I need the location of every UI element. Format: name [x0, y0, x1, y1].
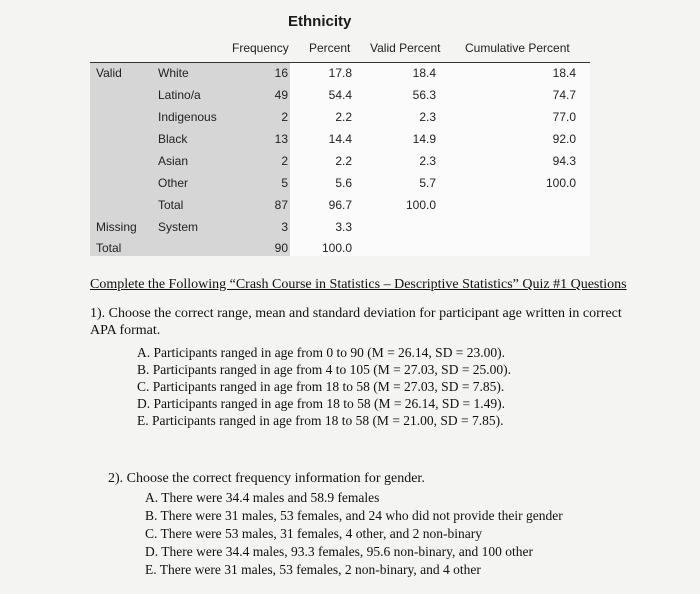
cell-valid-percent: 18.4: [412, 66, 436, 80]
row-label: Indigenous: [158, 110, 217, 124]
question-1-option-e: E. Participants ranged in age from 18 to 58 (M = 21.00, SD = 7.85).: [137, 413, 504, 428]
table-top-rule: [90, 62, 590, 63]
cell-valid-percent: 14.9: [412, 132, 436, 146]
cell-percent: 5.6: [335, 176, 352, 190]
quiz-title: Complete the Following “Crash Course in Statistics – Descriptive Statistics” Quiz #1 Questions: [90, 277, 627, 292]
cell-frequency: 87: [274, 198, 288, 212]
question-2-option-b: B. There were 31 males, 53 females, and 24 who did not provide their gender: [145, 508, 563, 523]
row-group: Total: [96, 241, 122, 255]
question-1-option-b: B. Participants ranged in age from 4 to 105 (M = 27.03, SD = 25.00).: [137, 362, 512, 377]
cell-valid-percent: 5.7: [419, 176, 436, 190]
question-2-option-c: C. There were 53 males, 31 females, 4 other, and 2 non-binary: [145, 526, 482, 541]
table-title: Ethnicity: [288, 13, 352, 30]
col-valid-percent: Valid Percent: [370, 41, 441, 55]
row-label: White: [158, 66, 189, 80]
cell-percent: 3.3: [335, 220, 352, 234]
cell-cumulative: 94.3: [552, 154, 576, 168]
col-frequency: Frequency: [232, 41, 289, 55]
question-1-option-d: D. Participants ranged in age from 18 to 58 (M = 26.14, SD = 1.49).: [137, 396, 506, 411]
col-percent: Percent: [309, 41, 351, 55]
cell-valid-percent: 2.3: [419, 110, 436, 124]
row-label: Total: [158, 198, 184, 212]
row-group: Valid: [96, 66, 122, 80]
cell-cumulative: 100.0: [545, 176, 576, 190]
question-2-option-a: A. There were 34.4 males and 58.9 females: [145, 490, 380, 505]
cell-percent: 17.8: [328, 66, 352, 80]
cell-cumulative: 92.0: [552, 132, 576, 146]
cell-percent: 96.7: [328, 198, 352, 212]
col-cumulative-percent: Cumulative Percent: [465, 41, 570, 55]
question-1-text-cont: APA format.: [90, 323, 161, 338]
cell-percent: 2.2: [335, 110, 352, 124]
cell-valid-percent: 56.3: [412, 88, 436, 102]
question-1-option-a: A. Participants ranged in age from 0 to 90 (M = 26.14, SD = 23.00).: [137, 345, 506, 360]
question-2-option-d: D. There were 34.4 males, 93.3 females, 95.6 non-binary, and 100 other: [145, 544, 534, 559]
question-1-text: 1). Choose the correct range, mean and standard deviation for participant age written in correct: [90, 306, 622, 321]
cell-percent: 100.0: [321, 241, 352, 255]
cell-frequency: 3: [281, 220, 288, 234]
cell-frequency: 5: [281, 176, 288, 190]
cell-frequency: 90: [274, 241, 288, 255]
cell-cumulative: 74.7: [552, 88, 576, 102]
row-label: Asian: [158, 154, 189, 168]
cell-frequency: 2: [281, 110, 288, 124]
row-label: Other: [158, 176, 189, 190]
cell-percent: 14.4: [328, 132, 352, 146]
row-group: Missing: [96, 220, 137, 234]
question-1-option-c: C. Participants ranged in age from 18 to 58 (M = 27.03, SD = 7.85).: [137, 379, 505, 394]
row-label: Black: [158, 132, 188, 146]
question-2-option-e: E. There were 31 males, 53 females, 2 non-binary, and 4 other: [145, 562, 481, 577]
cell-frequency: 49: [274, 88, 288, 102]
cell-frequency: 16: [274, 66, 288, 80]
cell-percent: 54.4: [328, 88, 352, 102]
cell-valid-percent: 100.0: [405, 198, 436, 212]
cell-cumulative: 18.4: [552, 66, 576, 80]
cell-cumulative: 77.0: [552, 110, 576, 124]
row-label: Latino/a: [158, 88, 201, 102]
question-2-text: 2). Choose the correct frequency information for gender.: [108, 471, 425, 486]
row-label: System: [158, 220, 199, 234]
cell-percent: 2.2: [335, 154, 352, 168]
cell-valid-percent: 2.3: [419, 154, 436, 168]
cell-frequency: 13: [274, 132, 288, 146]
cell-frequency: 2: [281, 154, 288, 168]
